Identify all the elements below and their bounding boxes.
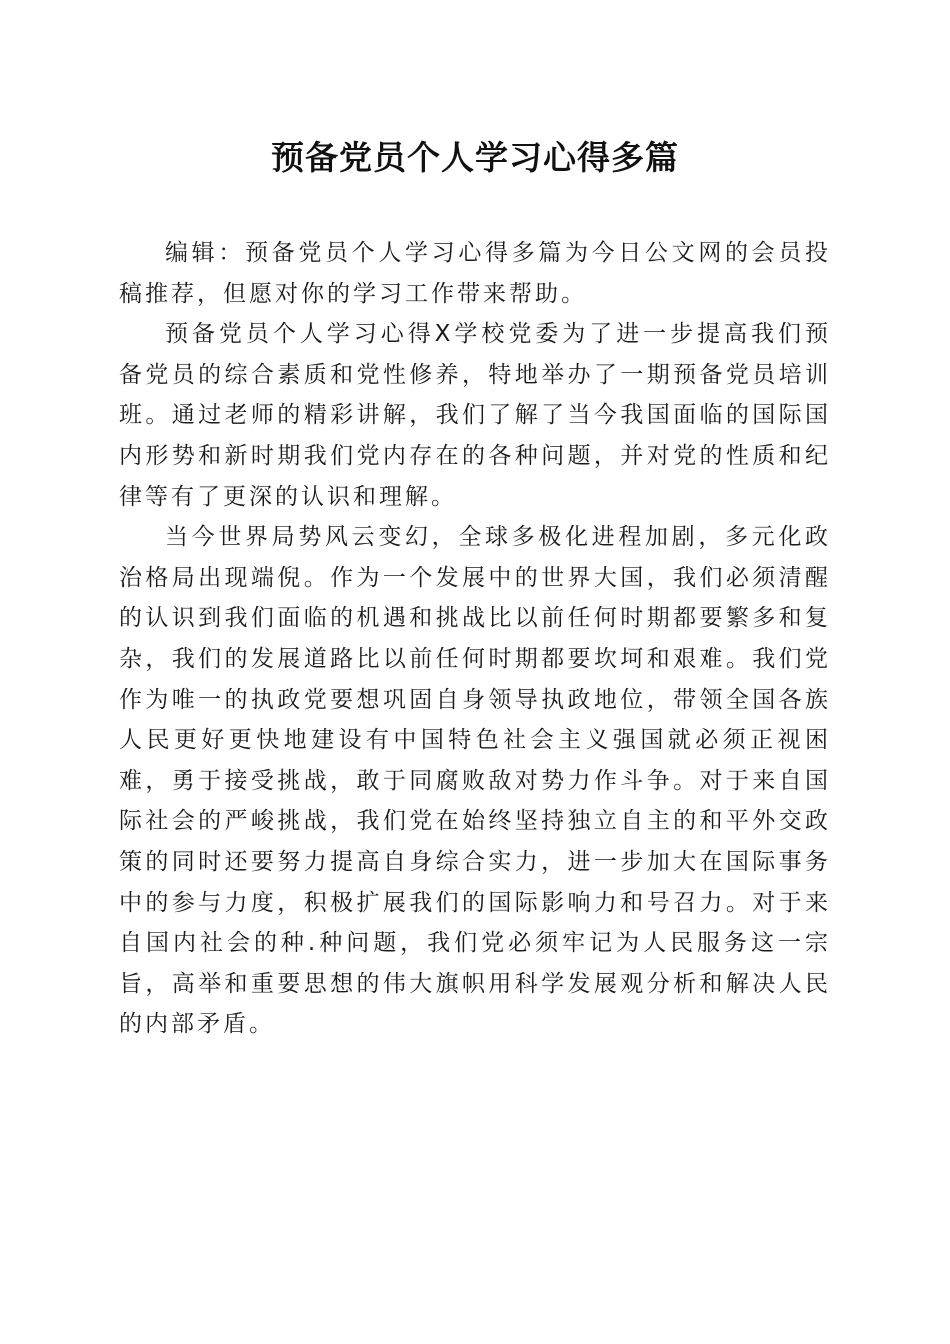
- paragraph-training-intro: 预备党员个人学习心得X学校党委为了进一步提高我们预备党员的综合素质和党性修养，特地举办了一期预备党员培训班。通过老师的精彩讲解，我们了解了当今我国面临的国际国内形势和新时期我们党内存在的各种问题，并对党的性质和纪律等有了更深的认识和理解。: [119, 321, 831, 510]
- document-body: [119, 233, 831, 1045]
- paragraph-world-situation: 当今世界局势风云变幻，全球多极化进程加剧，多元化政治格局出现端倪。作为一个发展中的世界大国，我们必须清醒的认识到我们面临的机遇和挑战比以前任何时期都要繁多和复杂，我们的发展道路比以前任何时期都要坎坷和艰难。我们党作为唯一的执政党要想巩固自身领导执政地位，带领全国各族人民更好更快地建设有中国特色社会主义强国就必须正视困难，勇于接受挑战，敢于同腐败敌对势力作斗争。对于来自国际社会的严峻挑战，我们党在始终坚持独立自主的和平外交政策的同时还要努力提高自身综合实力，进一步加大在国际事务中的参与力度，积极扩展我们的国际影响力和号召力。对于来自国内社会的种.种问题，我们党必须牢记为人民服务这一宗旨，高举和重要思想的伟大旗帜用科学发展观分析和解决人民的内部矛盾。: [119, 524, 831, 1038]
- document-title: 预备党员个人学习心得多篇: [271, 138, 679, 177]
- paragraph-editor-note: 编辑：预备党员个人学习心得多篇为今日公文网的会员投稿推荐，但愿对你的学习工作带来帮助。: [119, 240, 831, 307]
